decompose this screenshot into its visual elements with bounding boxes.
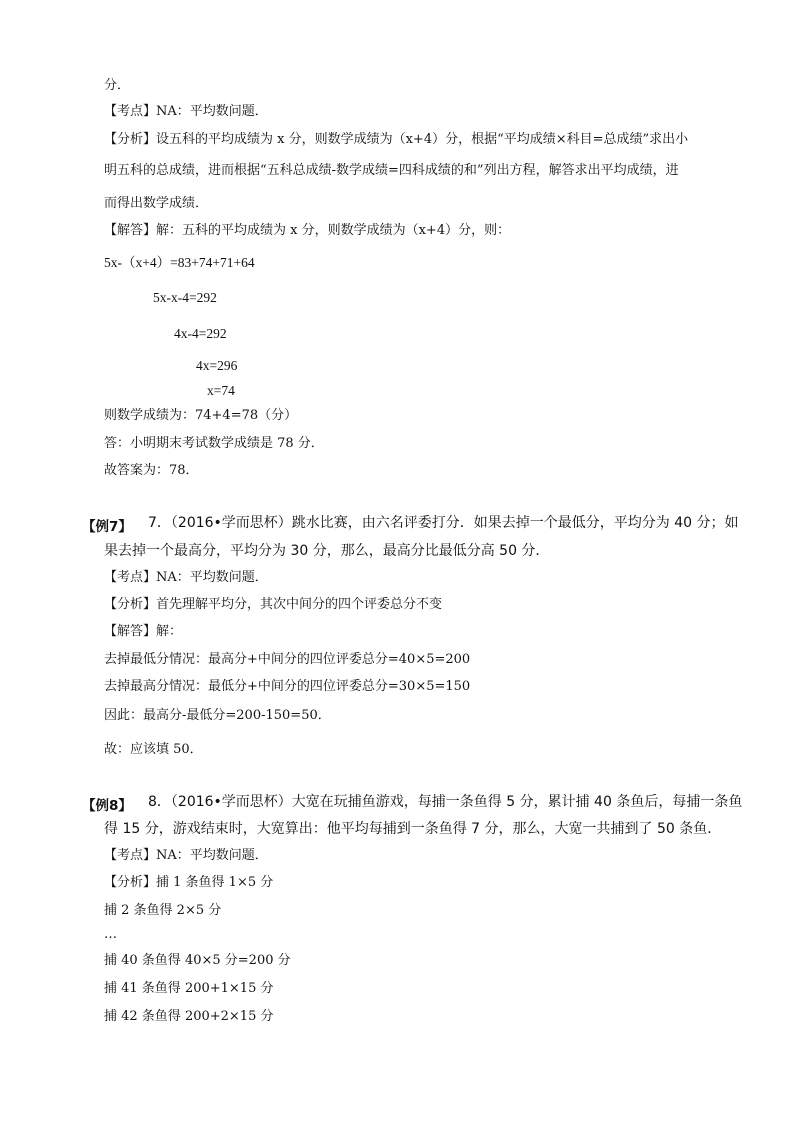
answer-line: 故答案为：78． bbox=[104, 463, 199, 478]
question-stem: 8．（2016•学而思杯）大宽在玩捕鱼游戏，每捕一条鱼得 5 分，累计捕 40 条鱼后，每捕一条鱼 bbox=[148, 794, 743, 810]
jieda-line: 【解答】解： bbox=[104, 624, 183, 639]
equation-line: x=74 bbox=[207, 383, 235, 398]
equation-line: 5x-（x+4）=83+74+71+64 bbox=[104, 255, 255, 270]
equation-line: 4x-4=292 bbox=[174, 326, 227, 341]
equation-line: 4x=296 bbox=[196, 358, 238, 373]
text-line: 捕 40 条鱼得 40×5 分=200 分 bbox=[104, 953, 291, 968]
fenxi-line: 【分析】设五科的平均成绩为 x 分，则数学成绩为（x+4）分，根据“平均成绩×科目=总成绩”求出小 bbox=[104, 132, 689, 147]
fenxi-line: 【分析】首先理解平均分，其次中间分的四个评委总分不变 bbox=[104, 597, 443, 612]
text-line: 因此：最高分-最低分=200-150=50． bbox=[104, 708, 331, 723]
text-line: 去掉最低分情况：最高分+中间分的四位评委总分=40×5=200 bbox=[104, 652, 471, 667]
example-label: 【例7】 bbox=[82, 519, 132, 535]
kaodian-line: 【考点】NA：平均数问题． bbox=[104, 570, 268, 585]
text-line: 捕 42 条鱼得 200+2×15 分 bbox=[104, 1009, 274, 1024]
text-line: 捕 2 条鱼得 2×5 分 bbox=[104, 903, 222, 918]
text-line: 则数学成绩为：74+4=78（分） bbox=[104, 408, 298, 423]
question-stem: 得 15 分，游戏结束时，大宽算出：他平均每捕到一条鱼得 7 分，那么，大宽一共捕到了 50 条鱼． bbox=[104, 821, 722, 837]
answer-line: 答：小明期末考试数学成绩是 78 分． bbox=[104, 436, 324, 451]
fenxi-line: 【分析】捕 1 条鱼得 1×5 分 bbox=[104, 875, 274, 890]
jieda-line: 【解答】解：五科的平均成绩为 x 分，则数学成绩为（x+4）分，则： bbox=[104, 223, 511, 238]
ellipsis-line: … bbox=[104, 927, 117, 942]
text-line: 捕 41 条鱼得 200+1×15 分 bbox=[104, 981, 274, 996]
text-line: 分． bbox=[104, 78, 131, 93]
text-line: 去掉最高分情况：最低分+中间分的四位评委总分=30×5=150 bbox=[104, 679, 471, 694]
question-stem: 果去掉一个最高分，平均分为 30 分，那么，最高分比最低分高 50 分． bbox=[104, 543, 550, 559]
equation-line: 5x-x-4=292 bbox=[153, 290, 217, 305]
question-stem: 7．（2016•学而思杯）跳水比赛，由六名评委打分．如果去掉一个最低分，平均分为 40 分；如 bbox=[148, 515, 739, 531]
text-line: 明五科的总成绩，进而根据“五科总成绩-数学成绩=四科成绩的和”列出方程，解答求出平均成绩，进 bbox=[104, 163, 679, 178]
kaodian-line: 【考点】NA：平均数问题． bbox=[104, 848, 268, 863]
kaodian-line: 【考点】NA：平均数问题． bbox=[104, 104, 268, 119]
text-line: 而得出数学成绩． bbox=[104, 196, 209, 211]
example-label: 【例8】 bbox=[82, 798, 132, 814]
answer-line: 故：应该填 50． bbox=[104, 742, 203, 757]
